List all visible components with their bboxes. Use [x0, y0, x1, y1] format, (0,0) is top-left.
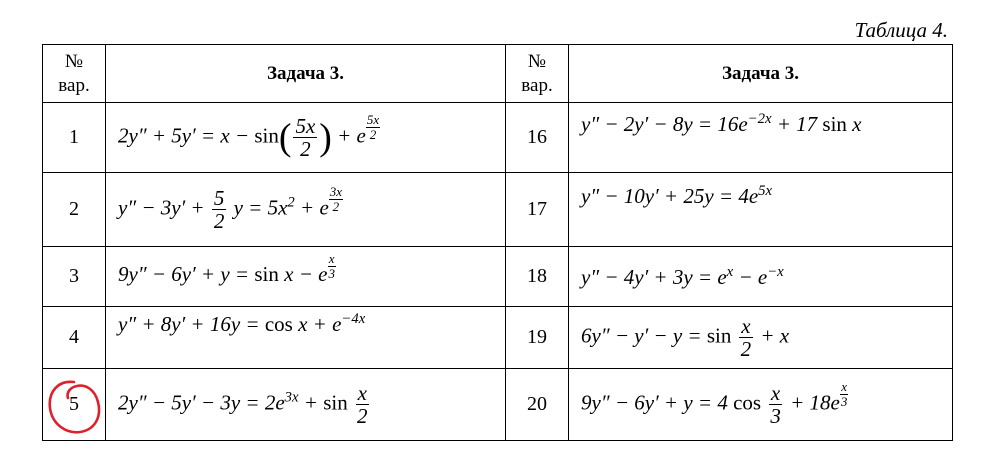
variant-number: 5 — [43, 369, 106, 441]
variant-number-header: № вар. — [506, 45, 569, 103]
equation: $y'' - 4y' + 3y = e^x - e^{-x}$ — [569, 247, 953, 307]
variant-number: 20 — [506, 369, 569, 441]
table-caption: Таблица 4. — [854, 18, 948, 42]
equation: 6y″ − y′ − y = sin $\frac{x}{2}$ + x — [569, 307, 953, 369]
variant-number: 17 — [506, 173, 569, 247]
equation: $y'' - 2y' - 8y = 16e^{-2x} + 17$ sin x — [569, 103, 953, 173]
table-header-row — [43, 45, 953, 103]
table-row — [43, 247, 953, 307]
table-row — [43, 369, 953, 441]
table-row — [43, 103, 953, 173]
variant-number: 4 — [43, 307, 106, 369]
equation: $y'' + 8y' + 16y = \cos x + e^{-4x}$ — [106, 307, 506, 369]
variant-number: 2 — [43, 173, 106, 247]
task-header: Задача 3. — [106, 45, 506, 103]
table-row — [43, 307, 953, 369]
variant-number-header: № вар. — [43, 45, 106, 103]
variant-number: 18 — [506, 247, 569, 307]
equation: 2y″ + 5y′ = x − sin( $\frac{5x}{2}$ ) + e $\frac{5x}{2}$ — [106, 103, 506, 173]
table-row — [43, 173, 953, 247]
equation: y″ − 3y′ + $\frac{5}{2}$ $y = 5x^2 + e$ $\frac{3x}{2}$ — [106, 173, 506, 247]
variants-table — [42, 44, 953, 441]
equation: $y'' - 10y' + 25y = 4e^{5x}$ — [569, 173, 953, 247]
task-header: Задача 3. — [569, 45, 953, 103]
equation: $2y'' - 5y' - 3y = 2e^{3x} + \sin$ $\frac{x}{2}$ — [106, 369, 506, 441]
variant-number: 3 — [43, 247, 106, 307]
equation: 9y″ − 6y′ + y = sin x − e $\frac{x}{3}$ — [106, 247, 506, 307]
equation: 9y″ − 6y′ + y = 4 cos $\frac{x}{3}$ + 18e $\frac{x}{3}$ — [569, 369, 953, 441]
variant-number: 1 — [43, 103, 106, 173]
variant-number: 16 — [506, 103, 569, 173]
variant-number: 19 — [506, 307, 569, 369]
